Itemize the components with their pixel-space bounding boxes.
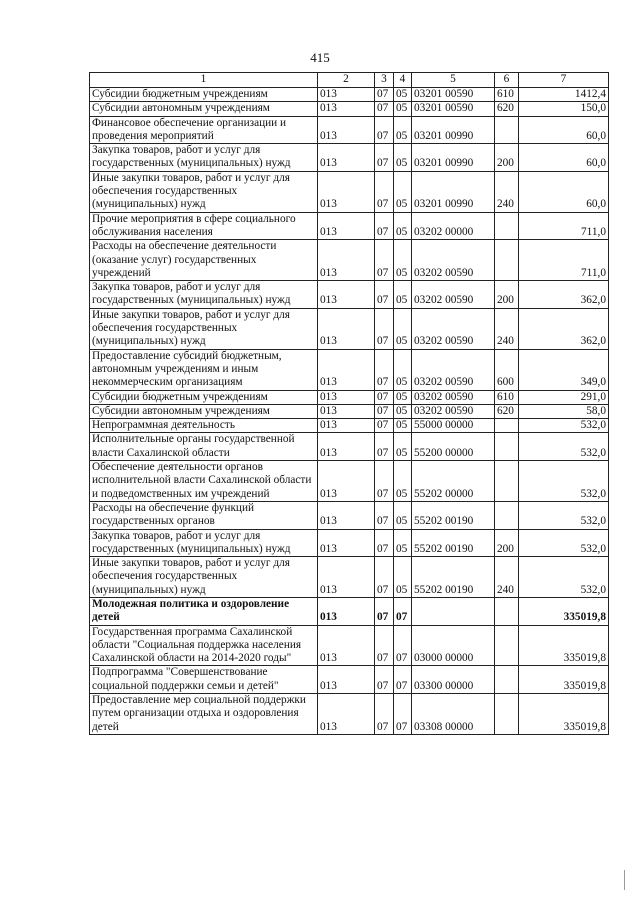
cell-expense-type: 610 bbox=[495, 88, 519, 102]
cell-amount: 532,0 bbox=[519, 501, 609, 529]
page-number: 415 bbox=[310, 50, 330, 65]
cell-target-article: 03202 00000 bbox=[412, 212, 495, 240]
cell-section: 07 bbox=[375, 625, 394, 666]
cell-expense-type: 240 bbox=[495, 171, 519, 212]
cell-admin-code: 013 bbox=[318, 597, 375, 625]
cell-admin-code: 013 bbox=[318, 694, 375, 735]
cell-target-article: 03000 00000 bbox=[412, 625, 495, 666]
cell-section: 07 bbox=[375, 529, 394, 557]
cell-admin-code: 013 bbox=[318, 349, 375, 390]
cell-amount: 532,0 bbox=[519, 419, 609, 433]
cell-section: 07 bbox=[375, 116, 394, 144]
cell-section: 07 bbox=[375, 349, 394, 390]
cell-target-article: 03201 00590 bbox=[412, 102, 495, 116]
cell-section: 07 bbox=[375, 281, 394, 309]
cell-target-article: 03201 00990 bbox=[412, 144, 495, 172]
table-row-section-total bbox=[90, 597, 609, 625]
cell-expense-type: 600 bbox=[495, 349, 519, 390]
cell-target-article: 03308 00000 bbox=[412, 694, 495, 735]
row-name: Субсидии бюджетным учреждениям bbox=[90, 88, 318, 102]
cell-subsection: 05 bbox=[394, 557, 412, 598]
cell-subsection: 05 bbox=[394, 88, 412, 102]
cell-admin-code: 013 bbox=[318, 102, 375, 116]
row-name: Обеспечение деятельности органов исполнительной власти Сахалинской области и подведомственных им учреждений bbox=[90, 461, 318, 502]
row-name: Субсидии автономным учреждениям bbox=[90, 404, 318, 418]
table-row bbox=[90, 557, 609, 598]
cell-admin-code: 013 bbox=[318, 433, 375, 461]
table-row bbox=[90, 88, 609, 102]
cell-target-article: 03202 00590 bbox=[412, 349, 495, 390]
row-name: Государственная программа Сахалинской области "Социальная поддержка населения Сахалинской области на 2014-2020 годы" bbox=[90, 625, 318, 666]
column-header: 6 bbox=[495, 73, 519, 88]
row-name: Расходы на обеспечение функций государственных органов bbox=[90, 501, 318, 529]
cell-target-article bbox=[412, 597, 495, 625]
table-row bbox=[90, 419, 609, 433]
row-name: Исполнительные органы государственной власти Сахалинской области bbox=[90, 433, 318, 461]
cell-target-article: 03202 00590 bbox=[412, 308, 495, 349]
cell-admin-code: 013 bbox=[318, 212, 375, 240]
row-name: Молодежная политика и оздоровление детей bbox=[90, 597, 318, 625]
cell-section: 07 bbox=[375, 212, 394, 240]
cell-section: 07 bbox=[375, 308, 394, 349]
row-name: Непрограммная деятельность bbox=[90, 419, 318, 433]
cell-section: 07 bbox=[375, 240, 394, 281]
table-row bbox=[90, 171, 609, 212]
cell-subsection: 05 bbox=[394, 281, 412, 309]
cell-expense-type bbox=[495, 597, 519, 625]
column-header: 7 bbox=[519, 73, 609, 88]
cell-expense-type: 240 bbox=[495, 308, 519, 349]
cell-admin-code: 013 bbox=[318, 529, 375, 557]
cell-subsection: 05 bbox=[394, 308, 412, 349]
row-name: Подпрограмма "Совершенствование социальной поддержки семьи и детей" bbox=[90, 666, 318, 694]
cell-expense-type bbox=[495, 116, 519, 144]
cell-target-article: 03202 00590 bbox=[412, 281, 495, 309]
cell-expense-type: 620 bbox=[495, 102, 519, 116]
cell-amount: 60,0 bbox=[519, 116, 609, 144]
cell-expense-type bbox=[495, 240, 519, 281]
cell-expense-type: 200 bbox=[495, 529, 519, 557]
cell-target-article: 03201 00990 bbox=[412, 171, 495, 212]
cell-admin-code: 013 bbox=[318, 116, 375, 144]
row-name: Субсидии бюджетным учреждениям bbox=[90, 390, 318, 404]
cell-admin-code: 013 bbox=[318, 419, 375, 433]
cell-admin-code: 013 bbox=[318, 240, 375, 281]
row-name: Прочие мероприятия в сфере социального обслуживания населения bbox=[90, 212, 318, 240]
table-row bbox=[90, 694, 609, 735]
cell-target-article: 03202 00590 bbox=[412, 390, 495, 404]
cell-subsection: 05 bbox=[394, 529, 412, 557]
column-header: 5 bbox=[412, 73, 495, 88]
cell-section: 07 bbox=[375, 144, 394, 172]
cell-admin-code: 013 bbox=[318, 461, 375, 502]
cell-admin-code: 013 bbox=[318, 281, 375, 309]
cell-amount: 1412,4 bbox=[519, 88, 609, 102]
cell-subsection: 05 bbox=[394, 419, 412, 433]
cell-subsection: 05 bbox=[394, 404, 412, 418]
cell-section: 07 bbox=[375, 419, 394, 433]
table-row bbox=[90, 501, 609, 529]
row-name: Иные закупки товаров, работ и услуг для обеспечения государственных (муниципальных) нужд bbox=[90, 308, 318, 349]
cell-amount: 532,0 bbox=[519, 529, 609, 557]
row-name: Закупка товаров, работ и услуг для государственных (муниципальных) нужд bbox=[90, 529, 318, 557]
table-row bbox=[90, 666, 609, 694]
cell-subsection: 07 bbox=[394, 597, 412, 625]
column-header: 1 bbox=[90, 73, 318, 88]
column-header: 2 bbox=[318, 73, 375, 88]
cell-amount: 711,0 bbox=[519, 212, 609, 240]
cell-admin-code: 013 bbox=[318, 144, 375, 172]
cell-amount: 335019,8 bbox=[519, 694, 609, 735]
cell-expense-type: 610 bbox=[495, 390, 519, 404]
scan-margin-mark bbox=[624, 870, 625, 890]
table-row bbox=[90, 529, 609, 557]
table-row bbox=[90, 144, 609, 172]
cell-target-article: 55202 00190 bbox=[412, 557, 495, 598]
table-row bbox=[90, 281, 609, 309]
cell-subsection: 05 bbox=[394, 501, 412, 529]
cell-target-article: 55202 00190 bbox=[412, 529, 495, 557]
cell-target-article: 55200 00000 bbox=[412, 433, 495, 461]
cell-target-article: 55202 00000 bbox=[412, 461, 495, 502]
cell-expense-type bbox=[495, 433, 519, 461]
cell-subsection: 05 bbox=[394, 102, 412, 116]
table-row bbox=[90, 390, 609, 404]
cell-admin-code: 013 bbox=[318, 557, 375, 598]
row-name: Иные закупки товаров, работ и услуг для обеспечения государственных (муниципальных) нужд bbox=[90, 557, 318, 598]
cell-amount: 532,0 bbox=[519, 461, 609, 502]
table-header-row bbox=[90, 73, 609, 88]
cell-expense-type bbox=[495, 419, 519, 433]
row-name: Финансовое обеспечение организации и проведения мероприятий bbox=[90, 116, 318, 144]
cell-expense-type: 200 bbox=[495, 144, 519, 172]
cell-subsection: 05 bbox=[394, 461, 412, 502]
cell-subsection: 05 bbox=[394, 212, 412, 240]
cell-target-article: 03300 00000 bbox=[412, 666, 495, 694]
cell-amount: 349,0 bbox=[519, 349, 609, 390]
table-row bbox=[90, 116, 609, 144]
table-row bbox=[90, 461, 609, 502]
cell-subsection: 05 bbox=[394, 390, 412, 404]
cell-admin-code: 013 bbox=[318, 88, 375, 102]
cell-target-article: 03202 00590 bbox=[412, 404, 495, 418]
cell-section: 07 bbox=[375, 390, 394, 404]
table-row bbox=[90, 404, 609, 418]
cell-amount: 150,0 bbox=[519, 102, 609, 116]
cell-section: 07 bbox=[375, 501, 394, 529]
cell-amount: 362,0 bbox=[519, 308, 609, 349]
cell-amount: 532,0 bbox=[519, 433, 609, 461]
cell-amount: 335019,8 bbox=[519, 666, 609, 694]
cell-admin-code: 013 bbox=[318, 404, 375, 418]
cell-amount: 291,0 bbox=[519, 390, 609, 404]
cell-expense-type bbox=[495, 666, 519, 694]
cell-subsection: 05 bbox=[394, 349, 412, 390]
cell-admin-code: 013 bbox=[318, 501, 375, 529]
cell-target-article: 03201 00590 bbox=[412, 88, 495, 102]
cell-admin-code: 013 bbox=[318, 666, 375, 694]
cell-admin-code: 013 bbox=[318, 625, 375, 666]
cell-section: 07 bbox=[375, 557, 394, 598]
table-row bbox=[90, 433, 609, 461]
cell-section: 07 bbox=[375, 666, 394, 694]
cell-section: 07 bbox=[375, 433, 394, 461]
cell-amount: 335019,8 bbox=[519, 625, 609, 666]
cell-amount: 362,0 bbox=[519, 281, 609, 309]
column-header: 3 bbox=[375, 73, 394, 88]
column-header: 4 bbox=[394, 73, 412, 88]
cell-subsection: 07 bbox=[394, 694, 412, 735]
cell-section: 07 bbox=[375, 88, 394, 102]
budget-table bbox=[89, 72, 609, 735]
cell-expense-type: 240 bbox=[495, 557, 519, 598]
table-row bbox=[90, 240, 609, 281]
cell-expense-type: 620 bbox=[495, 404, 519, 418]
cell-subsection: 05 bbox=[394, 240, 412, 281]
row-name: Закупка товаров, работ и услуг для государственных (муниципальных) нужд bbox=[90, 281, 318, 309]
row-name: Предоставление мер социальной поддержки путем организации отдыха и оздоровления детей bbox=[90, 694, 318, 735]
cell-expense-type bbox=[495, 694, 519, 735]
table-row bbox=[90, 349, 609, 390]
row-name: Предоставление субсидий бюджетным, автономным учреждениям и иным некоммерческим организациям bbox=[90, 349, 318, 390]
cell-admin-code: 013 bbox=[318, 171, 375, 212]
cell-subsection: 05 bbox=[394, 116, 412, 144]
cell-subsection: 07 bbox=[394, 625, 412, 666]
table-row bbox=[90, 212, 609, 240]
row-name: Расходы на обеспечение деятельности (оказание услуг) государственных учреждений bbox=[90, 240, 318, 281]
cell-subsection: 05 bbox=[394, 144, 412, 172]
cell-expense-type bbox=[495, 212, 519, 240]
cell-section: 07 bbox=[375, 461, 394, 502]
cell-target-article: 03202 00590 bbox=[412, 240, 495, 281]
cell-expense-type bbox=[495, 501, 519, 529]
cell-amount: 711,0 bbox=[519, 240, 609, 281]
cell-target-article: 03201 00990 bbox=[412, 116, 495, 144]
cell-section: 07 bbox=[375, 171, 394, 212]
cell-section: 07 bbox=[375, 597, 394, 625]
cell-subsection: 05 bbox=[394, 171, 412, 212]
cell-amount: 58,0 bbox=[519, 404, 609, 418]
cell-section: 07 bbox=[375, 102, 394, 116]
cell-section: 07 bbox=[375, 404, 394, 418]
cell-subsection: 07 bbox=[394, 666, 412, 694]
row-name: Иные закупки товаров, работ и услуг для обеспечения государственных (муниципальных) нужд bbox=[90, 171, 318, 212]
cell-expense-type bbox=[495, 461, 519, 502]
cell-admin-code: 013 bbox=[318, 308, 375, 349]
cell-expense-type: 200 bbox=[495, 281, 519, 309]
cell-amount: 335019,8 bbox=[519, 597, 609, 625]
cell-amount: 532,0 bbox=[519, 557, 609, 598]
cell-expense-type bbox=[495, 625, 519, 666]
table-row bbox=[90, 625, 609, 666]
cell-amount: 60,0 bbox=[519, 144, 609, 172]
cell-amount: 60,0 bbox=[519, 171, 609, 212]
cell-target-article: 55000 00000 bbox=[412, 419, 495, 433]
cell-admin-code: 013 bbox=[318, 390, 375, 404]
cell-subsection: 05 bbox=[394, 433, 412, 461]
cell-target-article: 55202 00190 bbox=[412, 501, 495, 529]
row-name: Закупка товаров, работ и услуг для государственных (муниципальных) нужд bbox=[90, 144, 318, 172]
table-row bbox=[90, 102, 609, 116]
table-row bbox=[90, 308, 609, 349]
cell-section: 07 bbox=[375, 694, 394, 735]
row-name: Субсидии автономным учреждениям bbox=[90, 102, 318, 116]
